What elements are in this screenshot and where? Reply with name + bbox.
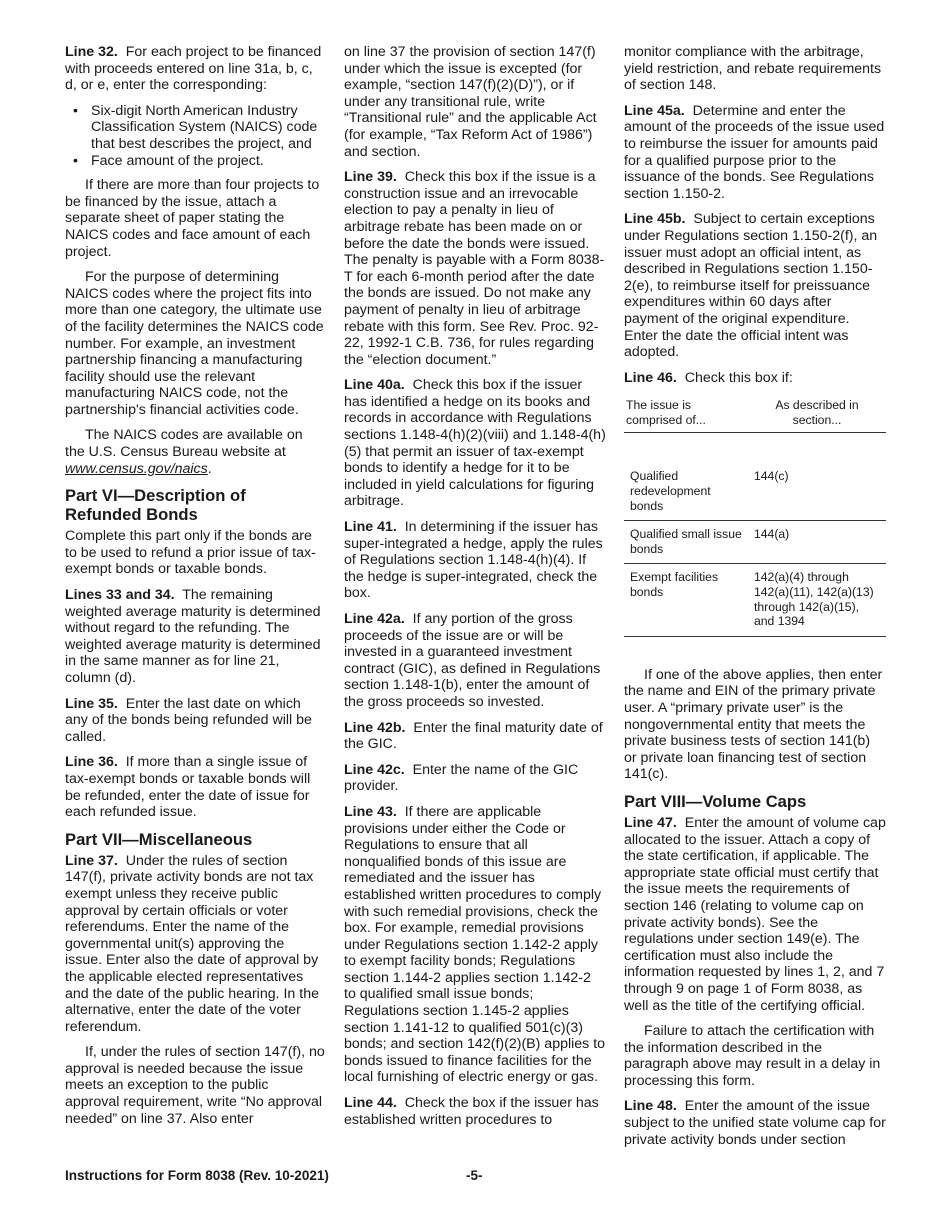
page-number: -5-: [466, 1168, 483, 1183]
line-46-followup: If one of the above applies, then enter the name and EIN of the primary private user. A “primary private user” is the nongovernmental entity that meets the private business tests of section 141(b) or private loan financing test of section 141(c).: [624, 666, 883, 783]
list-item: • Six-digit North American Industry Classification System (NAICS) code that best describes the project, and: [73, 102, 318, 152]
line-32-text: For each project to be financed with proceeds entered on line 31a, b, c, d, or e, enter the corresponding:: [65, 44, 322, 94]
line-48-paragraph: Line 48. Enter the amount of the issue subject to the unified state volume cap for private activity bonds under section: [624, 1098, 886, 1148]
column-2: [344, 44, 606, 1137]
lines-33-34-paragraph: Lines 33 and 34. The remaining weighted average maturity is determined without regard to the refunding. The weighted average maturity is determined in the same manner as for line 21, column (d).: [65, 587, 321, 686]
line-41-paragraph: Line 41. In determining if the issuer has super-integrated a hedge, apply the rules of Regulations section 1.148-4(h)(4). If the hedge is super-integrated, check the box.: [344, 519, 603, 602]
line-46-paragraph: Line 46. Check this box if:: [624, 369, 793, 386]
line-35-paragraph: Line 35. Enter the last date on which any of the bonds being refunded will be called.: [65, 695, 312, 745]
line-47-paragraph: Line 47. Enter the amount of volume cap allocated to the issuer. Attach a copy of the state certification, if applicable. The appropriate state official must certify that the issue meets the requirements of section 146 (relating to volume cap on private activity bonds). See the regulations under section 149(e). The certification must also include the information requested by lines 1, 2, and 7 through 9 on page 1 of Form 8038, as well as the title of the certifying official.: [624, 814, 886, 1014]
line-32-label: Line 32.: [65, 44, 118, 60]
line-37-paragraph-2: If, under the rules of section 147(f), no approval is needed because the issue meets an exception to the public approval requirement, write “No approval needed” on line 37. Also enter: [65, 1044, 325, 1127]
part-6-intro: Complete this part only if the bonds are to be used to refund a prior issue of tax-exempt bonds or taxable bonds.: [65, 528, 316, 578]
list-item: • Face amount of the project.: [73, 152, 264, 169]
line-43-paragraph: Line 43. If there are applicable provisions under either the Code or Regulations to ensure that all nonqualified bonds of this issue are remediated and the issuer has established written procedures to comply with such remedial provisions, check the box. For example, remedial provisions under Regulations section 1.142-2 apply to exempt facility bonds; Regulations section 1.144-2 applies section 1.142-2 to qualified small issue bonds; Regulations section 1.145-2 applies section 1.141-12 to qualified 501(c)(3) bonds; and section 142(f)(2)(B) applies to bonds issued to finance facilities for the local furnishing of electric energy or gas.: [344, 803, 606, 1086]
census-naics-link[interactable]: www.census.gov/naics: [65, 460, 208, 477]
part-8-heading: Part VIII—Volume Caps: [624, 791, 807, 811]
line-32-paragraph-4: The NAICS codes are available on the U.S. Census Bureau website at www.census.gov/naics.: [65, 427, 303, 477]
line-45b-paragraph: Line 45b. Subject to certain exceptions under Regulations section 1.150-2(f), an issuer must adopt an official intent, as described in Regulations section 1.150-2(e), to reimburse itself for preissuance expenditures within 60 days after payment of the original expenditure. Enter the date the official intent was adopted.: [624, 211, 878, 361]
table-header-section: As described in section...: [748, 395, 886, 433]
line-45a-paragraph: Line 45a. Determine and enter the amount of the proceeds of the issue used to reimburse the issuer for amounts paid for a qualified purpose prior to the issuance of the bonds. See Regulations section 1.150-2.: [624, 102, 885, 202]
line-32-paragraph-3: For the purpose of determining NAICS codes where the project fits into more than one category, the ultimate use of the facility determines the NAICS code number. For example, an investment partnership financing a manufacturing facility should use the relevant manufacturing NAICS code, not the partnership's financial activities code.: [65, 269, 324, 418]
footer-form-title: Instructions for Form 8038 (Rev. 10-2021): [65, 1168, 329, 1183]
line-42a-paragraph: Line 42a. If any portion of the gross proceeds of the issue are or will be invested in a guaranteed investment contract (GIC), as defined in Regulations section 1.148-1(b), enter the amount of the gross proceeds so invested.: [344, 611, 601, 710]
line-32-paragraph: [65, 44, 325, 94]
line-42b-paragraph: Line 42b. Enter the final maturity date of the GIC.: [344, 719, 603, 753]
line-37-continued: on line 37 the provision of section 147(f) under which the issue is excepted (for example, “section 147(f)(2)(D)”), or if under any transitional rule, write “Transitional rule” and the applicable Act (for example, “Tax Reform Act of 1986”) and section.: [344, 44, 597, 160]
line-32-paragraph-2: If there are more than four projects to be financed by the issue, attach a separate sheet of paper stating the NAICS codes and face amount of each project.: [65, 177, 320, 260]
part-7-heading: Part VII—Miscellaneous: [65, 829, 253, 849]
line-42c-paragraph: Line 42c. Enter the name of the GIC provider.: [344, 761, 579, 795]
line-44-paragraph: Line 44. Check the box if the issuer has established written procedures to: [344, 1095, 599, 1128]
line-44-continued: monitor compliance with the arbitrage, yield restriction, and rebate requirements of section 148.: [624, 44, 882, 94]
line-39-paragraph: Line 39. Check this box if the issue is a construction issue and an irrevocable election to pay a penalty in lieu of arbitrage rebate has been made on or before the date the bonds were issued. The penalty is payable with a Form 8038-T for each 6-month period after the date the bonds are issued. Do not make any payment of penalty in lieu of arbitrage rebate with this form. See Rev. Proc. 92-22, 1992-1 C.B. 736, for rules regarding the “election document.”: [344, 169, 605, 368]
line-36-paragraph: Line 36. If more than a single issue of tax-exempt bonds or taxable bonds will be refunded, enter the date of issue for each refunded issue.: [65, 754, 311, 821]
table-header-row: [624, 395, 886, 433]
line-32-bullet-list: [65, 103, 325, 169]
part-6-heading: Part VI—Description of Refunded Bonds: [65, 486, 246, 525]
line-40a-paragraph: Line 40a. Check this box if the issuer has identified a hedge on its books and records in accordance with Regulations sections 1.148-4(h)(2)(viii) and 1.148-4(h)(5) that permit an issuer of tax-exempt bonds to identify a hedge for it to be included in yield calculations for figuring arbitrage.: [344, 377, 606, 510]
table-row: Qualified small issue bonds 144(a): [624, 521, 886, 564]
line-46-table: [624, 395, 886, 637]
line-47-paragraph-2: Failure to attach the certification with the information described in the paragraph above may result in a delay in processing this form.: [624, 1023, 881, 1089]
table-row: Qualified redevelopment bonds 144(c): [624, 433, 886, 521]
line-37-paragraph: Line 37. Under the rules of section 147(f), private activity bonds are not tax exempt unless they receive public approval by certain officials or voter referendums. Enter the name of the governmental unit(s) approving the issue. Enter also the date of approval by the applicable elected representatives and the date of the public hearing. In the alternative, enter the date of the voter referendum.: [65, 852, 319, 1035]
column-1: [65, 44, 325, 1136]
column-3: [624, 44, 886, 1157]
table-row: Exempt facilities bonds 142(a)(4) through 142(a)(11), 142(a)(13) through 142(a)(15), and 1394: [624, 564, 886, 636]
table-header-issue: The issue is comprised of...: [624, 395, 748, 433]
